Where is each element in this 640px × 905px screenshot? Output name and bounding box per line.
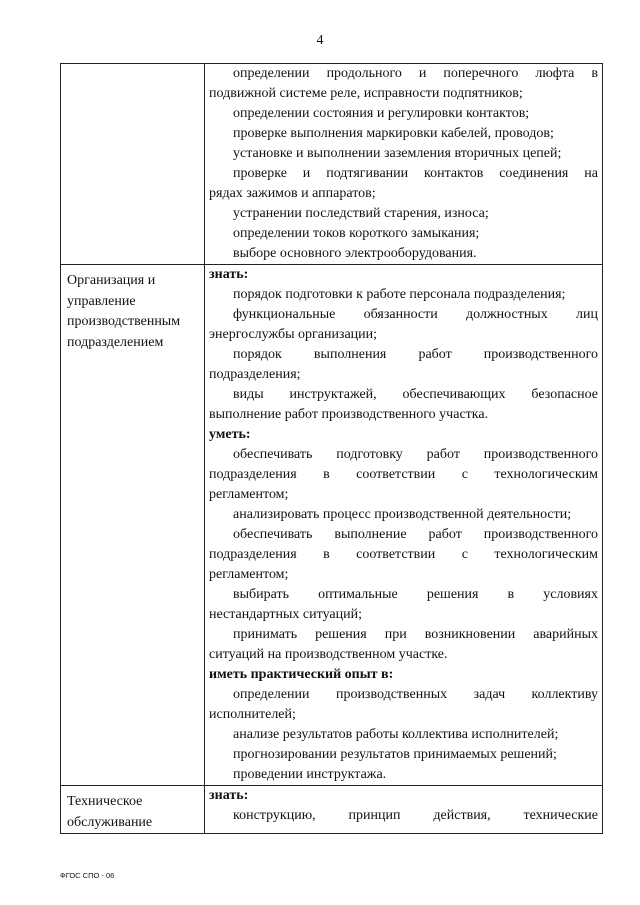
requirement-line: определении продольного и поперечного люфта в xyxy=(233,66,598,81)
requirement-line: энергослужбы организации; xyxy=(209,327,378,342)
section-name-line: подразделением xyxy=(67,334,164,350)
requirement-line: проверке выполнения маркировки кабелей, проводов; xyxy=(233,126,554,141)
requirements-cell xyxy=(205,64,603,265)
requirement-line: обеспечивать выполнение работ производственного xyxy=(233,527,598,542)
requirements-cell xyxy=(205,786,603,834)
requirement-line: подразделения в соответствии с технологическим xyxy=(209,467,598,482)
requirement-line: порядок выполнения работ производственного xyxy=(233,347,598,362)
table-row xyxy=(61,64,603,265)
requirement-heading: знать: xyxy=(209,267,249,282)
requirement-line: анализе результатов работы коллектива исполнителей; xyxy=(233,727,559,742)
requirement-line: принимать решения при возникновении аварийных xyxy=(233,627,598,642)
requirement-line: установке и выполнении заземления вторичных цепей; xyxy=(233,146,562,161)
requirement-line: определении состояния и регулировки контактов; xyxy=(233,106,530,121)
requirement-line: подвижной системе реле, исправности подпятников; xyxy=(209,86,523,101)
section-name-line: обслуживание xyxy=(67,814,153,830)
table-row xyxy=(61,265,603,786)
requirement-line: подразделения в соответствии с технологическим xyxy=(209,547,598,562)
section-name-cell xyxy=(61,786,205,834)
requirements-cell xyxy=(205,265,603,786)
requirement-heading: уметь: xyxy=(209,427,251,442)
requirement-line: рядах зажимов и аппаратов; xyxy=(209,186,376,201)
requirement-heading: иметь практический опыт в: xyxy=(209,667,394,682)
requirement-line: регламентом; xyxy=(209,567,289,582)
section-name-line: Техническое xyxy=(67,794,143,809)
footer-doc-code: ФГОС СПО - 06 xyxy=(60,871,115,880)
section-name-line: управление xyxy=(67,293,136,309)
requirement-line: определении токов короткого замыкания; xyxy=(233,226,480,241)
section-name-line: Организация и xyxy=(67,273,156,288)
section-name-line: производственным xyxy=(67,314,181,329)
requirement-line: нестандартных ситуаций; xyxy=(209,607,362,622)
requirement-line: обеспечивать подготовку работ производственного xyxy=(233,447,598,462)
requirement-line: конструкцию, принцип действия, технические xyxy=(233,808,598,823)
section-name-cell xyxy=(61,64,205,265)
requirement-line: подразделения; xyxy=(209,367,301,382)
requirement-line: порядок подготовки к работе персонала подразделения; xyxy=(233,287,566,302)
requirement-line: виды инструктажей, обеспечивающих безопасное xyxy=(233,387,598,402)
requirement-line: анализировать процесс производственной деятельности; xyxy=(233,507,572,522)
requirement-line: проверке и подтягивании контактов соединения на xyxy=(233,166,598,181)
requirement-line: регламентом; xyxy=(209,487,289,502)
requirement-line: проведении инструктажа. xyxy=(233,767,387,782)
requirement-line: функциональные обязанности должностных лиц xyxy=(233,307,598,322)
table-row xyxy=(61,786,603,834)
requirement-line: прогнозировании результатов принимаемых решений; xyxy=(233,747,557,762)
section-name-cell xyxy=(61,265,205,786)
page-number: 4 xyxy=(316,33,324,48)
requirement-line: выборе основного электрооборудования. xyxy=(233,246,477,261)
requirement-heading: знать: xyxy=(209,788,249,803)
requirement-line: определении производственных задач коллективу xyxy=(233,687,598,702)
requirement-line: исполнителей; xyxy=(209,707,296,722)
requirement-line: устранении последствий старения, износа; xyxy=(233,206,489,221)
competency-table xyxy=(60,63,603,834)
requirement-line: выбирать оптимальные решения в условиях xyxy=(233,587,598,602)
requirement-line: выполнение работ производственного участка. xyxy=(209,407,489,422)
requirement-line: ситуаций на производственном участке. xyxy=(209,647,448,662)
